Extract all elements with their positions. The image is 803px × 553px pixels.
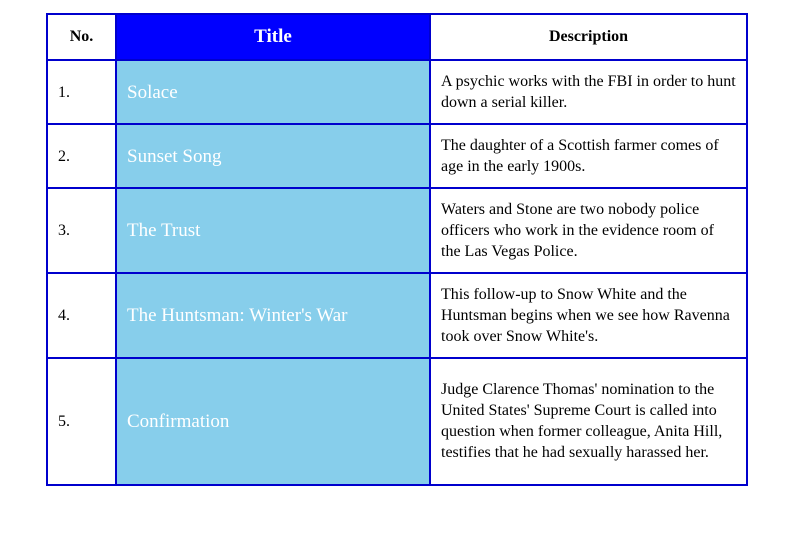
row-description: Judge Clarence Thomas' nomination to the United States' Supreme Court is called into question when former colleague, Anita Hill, testifies that he had sexually harassed her. — [430, 358, 747, 485]
header-row — [47, 14, 747, 60]
header-title: Title — [116, 14, 430, 60]
table-row — [47, 124, 747, 188]
table-row — [47, 188, 747, 273]
table-row — [47, 273, 747, 358]
row-number: 3. — [47, 188, 116, 273]
table-row — [47, 60, 747, 124]
row-description: A psychic works with the FBI in order to hunt down a serial killer. — [430, 60, 747, 124]
row-description: This follow-up to Snow White and the Huntsman begins when we see how Ravenna took over Snow White's. — [430, 273, 747, 358]
table-row — [47, 358, 747, 485]
row-number: 2. — [47, 124, 116, 188]
row-title: Confirmation — [116, 358, 430, 485]
row-title: Solace — [116, 60, 430, 124]
header-description: Description — [430, 14, 747, 60]
row-description: Waters and Stone are two nobody police officers who work in the evidence room of the Las Vegas Police. — [430, 188, 747, 273]
row-description: The daughter of a Scottish farmer comes of age in the early 1900s. — [430, 124, 747, 188]
row-number: 4. — [47, 273, 116, 358]
row-number: 1. — [47, 60, 116, 124]
row-title: The Huntsman: Winter's War — [116, 273, 430, 358]
row-title: Sunset Song — [116, 124, 430, 188]
header-no: No. — [47, 14, 116, 60]
row-number: 5. — [47, 358, 116, 485]
row-title: The Trust — [116, 188, 430, 273]
movies-table — [46, 13, 748, 486]
